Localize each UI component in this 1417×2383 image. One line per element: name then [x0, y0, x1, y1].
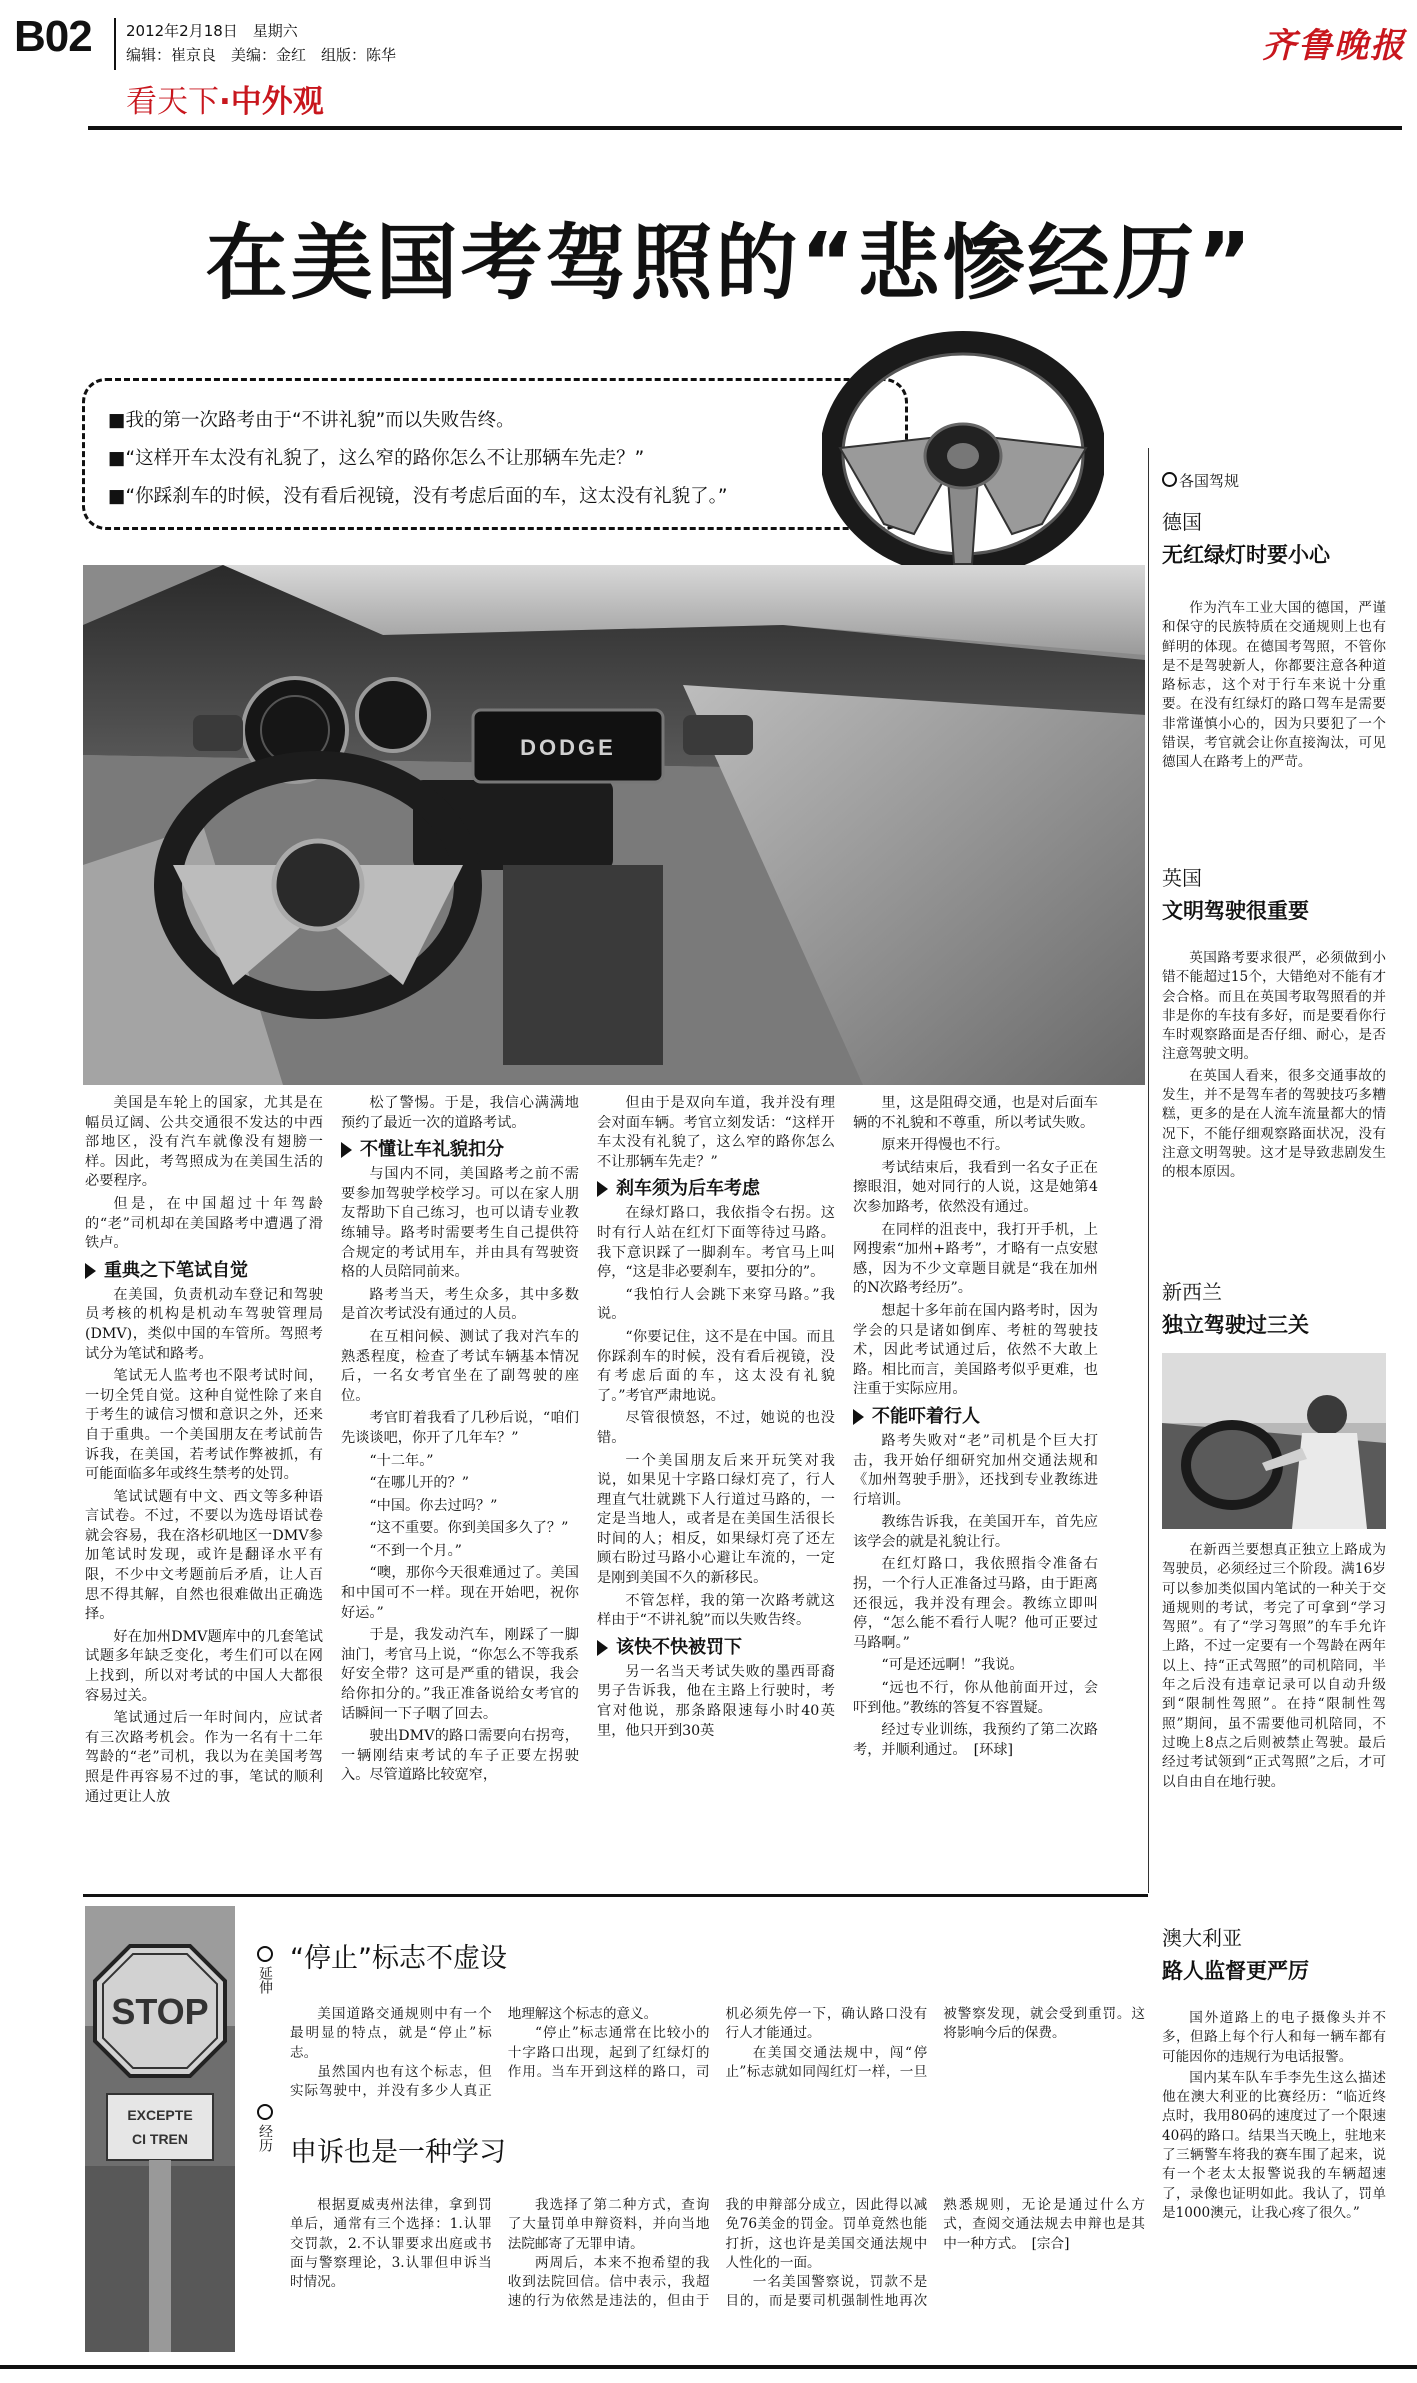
section-sub: 中外观: [230, 84, 324, 120]
label-extension-text: 延伸: [257, 1966, 273, 1994]
article-col-3: [597, 1094, 835, 1744]
label-experience-text: 经历: [257, 2124, 273, 2152]
section-title: 独立驾驶过三关: [1162, 1313, 1309, 1337]
sidebar-section-germany: [1162, 506, 1386, 775]
steering-wheel-icon: [822, 328, 1104, 580]
article-paragraph: 好在加州DMV题库中的几套笔试试题多年缺乏变化，考生们可以在网上找到，所以对考试的中国人大都很容易过关。: [85, 1628, 323, 1704]
sidebar-divider: [1148, 448, 1149, 1893]
section-para: 作为汽车工业大国的德国，严谨和保守的民族特质在交通规则上也有鲜明的体现。在德国考驾照，不管你是不是驾驶新人，你都要注意各种道路标志，这个对于行车来说十分重要。在没有红绿灯的路口驾车是需要非常谨慎小心的，因为只要犯了一个错误，考官就会让你直接淘汰，可见德国人在路考上的严苛。: [1162, 600, 1386, 771]
article-paragraph: 笔试无人监考也不限考试时间，一切全凭自觉。这种自觉性除了来自于考生的诚信习惯和意识之外，还来自于重典。一个美国朋友在考试前告诉我，在美国，若考试作弊被抓，有可能面临多年或终生禁考的处罚。: [85, 1368, 323, 1483]
article-paragraph: 与国内不同，美国路考之前不需要参加驾驶学校学习。可以在家人朋友帮助下自己练习，也可以请专业教练辅导。路考时需要考生自己提供符合规定的考试用车，并由具有驾驶资格的人员陪同前来。: [341, 1166, 579, 1281]
section-para: 在新西兰要想真正独立上路成为驾驶员，必须经过三个阶段。满16岁可以参加类似国内笔试的一种关于交通规则的考试，考完了可拿到“学习驾照”。有了“学习驾照”的车手允许上路，不过一定要有一个驾龄在两年以上、持“正式驾照”的司机陪同，半年之后没有违章记录可以自动升级到“限制性驾照”。在持“限制性驾照”期间，虽不需要他司机陪同，不过晚上8点之后则被禁止驾驶。最后经过考试领到“正式驾照”之后，才可以自由自在地行驶。: [1162, 1542, 1386, 1790]
section-para: 国内某车队车手李先生这么描述他在澳大利亚的比赛经历：“临近终点时，我用80码的速度过了一个限速40码的路口。结果当天晚上，驻地来了三辆警车将我的赛车围了起来，说有一个老太太报警说我的车辆超速了，录像也证明如此。我认了，罚单是1000澳元，让我心疼了很久。”: [1162, 2069, 1386, 2221]
article-paragraph: 笔试通过后一年时间内，应试者有三次路考机会。作为一名有十二年驾龄的“老”司机，我以为在美国考驾照是件再容易不过的事，笔试的顺利通过更让人放: [85, 1710, 323, 1805]
label-circle-icon: [257, 2104, 273, 2120]
subheading-text: 不懂让车礼貌扣分: [360, 1139, 504, 1161]
subheading: [597, 1178, 835, 1200]
article-paragraph: 一个美国朋友后来开玩笑对我说，如果见十字路口绿灯亮了，行人理直气壮就跳下人行道过马路的，一定是当地人，或者是在美国生活很长时间的人；相反，如果绿灯亮了还左顾右盼过马路小心避让车流的，一定是刚到美国不久的新移民。: [597, 1452, 835, 1587]
article-paragraph: 在绿灯路口，我依指令右拐。这时有行人站在红灯下面等待过马路。我下意识踩了一脚刹车。考官马上叫停，“这是非必要刹车，要扣分的”。: [597, 1205, 835, 1281]
subheading: [85, 1260, 323, 1282]
story-para: 美国道路交通规则中有一个最明显的特点，就是“停止”标志。: [290, 2006, 492, 2061]
subheading: [341, 1139, 579, 1161]
footer-rule: [0, 2365, 1417, 2369]
article-paragraph: 路考失败对“老”司机是个巨大打击，我开始仔细研究加州交通法规和《加州驾驶手册》，还找到专业教练进行培训。: [853, 1432, 1098, 1508]
dashboard-photo: [83, 565, 1145, 1085]
subheading-text: 不能吓着行人: [872, 1405, 980, 1427]
editors-line: 编辑：崔京良 美编：金红 组版：陈华: [126, 46, 397, 64]
article-paragraph: 路考当天，考生众多，其中多数是首次考试没有通过的人员。: [341, 1286, 579, 1323]
masthead: [0, 0, 1417, 140]
triangle-bullet-icon: [597, 1640, 608, 1656]
section-dot: ·: [219, 84, 231, 120]
article-paragraph: 尽管很愤怒，不过，她说的也没错。: [597, 1410, 835, 1446]
article-paragraph: “十二年。”: [369, 1452, 434, 1469]
section-title: 文明驾驶很重要: [1162, 899, 1309, 923]
article-paragraph: 另一名当天考试失败的墨西哥裔男子告诉我，他在主路上行驶时，考官对他说，那条路限速每小时40英里，他只开到30英: [597, 1663, 835, 1739]
story-para: “停止”标志通常在比较小的十字路口出现，起到了红绿灯的作用。当车开到这样的路口，司机必须先停一下，确认路口没有行人才能通过。: [507, 2006, 928, 2080]
sidebar-section-newzealand: [1162, 1276, 1386, 1794]
lead-line-2: ■“这样开车太没有礼貌了，这么窄的路你怎么不让那辆车先走？”: [108, 448, 645, 469]
label-circle-icon: [257, 1946, 273, 1962]
story-para: 根据夏威夷州法律，拿到罚单后，通常有三个选择：1.认罪交罚款，2.不认罪要求出庭或书面与警察理论，3.认罪但申诉当时情况。: [290, 2197, 492, 2291]
story-stop-body: [290, 2005, 1145, 2105]
article-col-4: [853, 1094, 1098, 1763]
subheading: [853, 1406, 1098, 1428]
article-paragraph: 想起十多年前在国内路考时，因为学会的只是诸如倒库、考桩的驾驶技术，因此考试通过后，依然不大敢上路。相比而言，美国路考似乎更难，也注重于实际应用。: [853, 1302, 1098, 1398]
article-paragraph: “噢，那你今天很难通过了。美国和中国可不一样。现在开始吧，祝你好运。”: [341, 1565, 579, 1621]
triangle-bullet-icon: [341, 1142, 352, 1158]
country-name: 英国: [1162, 866, 1202, 890]
subheading-text: 刹车须为后车考虑: [616, 1178, 760, 1200]
article-paragraph: 教练告诉我，在美国开车，首先应该学会的就是礼貌让行。: [853, 1514, 1098, 1550]
article-paragraph: 在美国，负责机动车登记和驾驶员考核的机构是机动车驾驶管理局(DMV)，类似中国的车管所。驾照考试分为笔试和路考。: [85, 1286, 323, 1362]
tag-circle-icon: [1162, 472, 1177, 487]
date-line: 2012年2月18日 星期六: [126, 22, 298, 40]
article-col-1: [85, 1094, 323, 1810]
masthead-rule: [88, 126, 1402, 130]
story-para: 虽然国内也有这个标志，但实际驾驶中，并没有多少人真正地理解这个标志的意义。: [290, 2006, 658, 2100]
article-paragraph: 考试结束后，我看到一名女子正在擦眼泪，她对同行的人说，这是她第4次参加路考，依然没有通过。: [853, 1159, 1098, 1215]
headline: 在美国考驾照的“悲惨经历”: [205, 216, 1255, 311]
lead-lines: [108, 402, 727, 516]
article-paragraph: 在红灯路口，我依照指令准备右拐，一个行人正准备过马路，由于距离还很远，我并没有理会。教练立即叫停，“怎么能不看行人呢？他可正要过马路啊。”: [853, 1556, 1098, 1651]
section-name: 看天下: [126, 84, 219, 120]
bottom-box-rule: [83, 1894, 1148, 1897]
article-paragraph: “这不重要。你到美国多久了？”: [369, 1520, 569, 1537]
article-paragraph: 但由于是双向车道，我并没有理会对面车辆。考官立刻发话：“这样开车太没有礼貌了，这么窄的路你怎么不让那辆车先走？”: [597, 1095, 835, 1170]
article-paragraph: 不管怎样，我的第一次路考就这样由于“不讲礼貌”而以失败告终。: [597, 1592, 835, 1629]
article-paragraph: 笔试试题有中文、西文等多种语言试卷。不过，不要以为选母语试卷就会容易，我在洛杉矶地区一DMV参加笔试时发现，或许是翻译水平有限，不少中文考题前后矛盾，让人百思不得其解，自然也很难做出正确选择。: [85, 1488, 323, 1623]
story-para: 我选择了第二种方式，查询了大量罚单申辩资料，并向当地法院邮寄了无罪申请。: [507, 2197, 710, 2252]
section-title: 无红绿灯时要小心: [1162, 543, 1330, 567]
sidebar: [1162, 470, 1386, 2221]
article-paragraph: “我怕行人会跳下来穿马路。”我说。: [597, 1286, 835, 1323]
driver-photo: [1162, 1353, 1386, 1529]
section-title: [126, 76, 324, 121]
article-paragraph: 松了警惕。于是，我信心满满地预约了最近一次的道路考试。: [341, 1095, 579, 1131]
article-paragraph: 但是，在中国超过十年驾龄的“老”司机却在美国路考中遭遇了滑铁卢。: [85, 1195, 323, 1252]
lead-line-3: ■“你踩刹车的时候，没有看后视镜，没有考虑后面的车，这太没有礼貌了。”: [108, 486, 728, 507]
article-paragraph: 原来开得慢也不行。: [881, 1137, 1010, 1154]
sidebar-section-uk: [1162, 862, 1386, 1185]
plaque-line-1: EXCEPTE: [127, 2107, 193, 2123]
sidebar-tag: [1162, 470, 1386, 491]
triangle-bullet-icon: [597, 1181, 608, 1197]
article-paragraph: 经过专业训练，我预约了第二次路考，并顺利通过。 [环球]: [853, 1722, 1098, 1758]
subheading-text: 重典之下笔试自觉: [104, 1259, 248, 1281]
story-appeal-body: [290, 2196, 1145, 2316]
paper-logo: 齐鲁晚报: [1262, 26, 1406, 66]
subheading-text: 该快不快被罚下: [616, 1636, 742, 1658]
stop-sign-photo: [85, 1906, 235, 2352]
section-para: 英国路考要求很严，必须做到小错不能超过15个，大错绝对不能有才会合格。而且在英国考取驾照看的并非是你的车技有多好，而是要看你行车时观察路面是否仔细、耐心，是否注意驾驶文明。: [1162, 950, 1386, 1063]
article-paragraph: “在哪儿开的？”: [369, 1475, 470, 1492]
article-paragraph: 在互相问候、测试了我对汽车的熟悉程度，检查了考试车辆基本情况后，一名女考官坐在了副驾驶的座位。: [341, 1328, 579, 1404]
col4-content: [853, 1094, 1098, 1760]
triangle-bullet-icon: [85, 1263, 96, 1279]
article-paragraph: “中国。你去过吗？”: [369, 1497, 498, 1514]
section-para: 在英国人看来，很多交通事故的发生，并不是驾车者的驾驶技巧多糟糕，更多的是在人流车流量都大的情况下，不能仔细观察路面状况，没有注意文明驾驶。这才是导致悲剧发生的根本原因。: [1162, 1067, 1386, 1181]
dash-logo-text: DODGE: [520, 735, 616, 760]
country-name: 德国: [1162, 510, 1202, 534]
article-paragraph: “不到一个月。”: [369, 1542, 462, 1559]
plaque-line-2: CI TREN: [132, 2131, 188, 2147]
label-extension: [252, 1946, 278, 1994]
col2-content: [341, 1094, 579, 1786]
page-number: B02: [14, 12, 92, 61]
story-para: 在美国交通法规中，闯“停止”标志就如同闯红灯一样，一旦被警察发现，就会受到重罚。这将影响今后的保费。: [725, 2006, 1145, 2080]
country-name: 新西兰: [1162, 1280, 1222, 1304]
sidebar-tag-text: 各国驾规: [1179, 472, 1240, 490]
section-para: 国外道路上的电子摄像头并不多，但路上每个行人和每一辆车都有可能因你的违规行为电话报警。: [1162, 2010, 1386, 2065]
article-paragraph: 里，这是阻碍交通，也是对后面车辆的不礼貌和不尊重，所以考试失败。: [853, 1095, 1098, 1131]
triangle-bullet-icon: [853, 1409, 864, 1425]
article-paragraph: “可是还远啊！”我说。: [881, 1657, 1024, 1674]
article-paragraph: 美国是车轮上的国家，尤其是在幅员辽阔、公共交通很不发达的中西部地区，没有汽车就像没有翅膀一样。因此，考驾照成为在美国生活的必要程序。: [85, 1095, 323, 1190]
article-paragraph: 于是，我发动汽车，刚踩了一脚油门，考官马上说，“你怎么不等我系好安全带？这可是严重的错误，我会给你扣分的。”我正准备说给女考官的话瞬间一下子咽了回去。: [341, 1627, 579, 1722]
article-paragraph: 在同样的沮丧中，我打开手机，上网搜索“加州+路考”，才略有一点安慰感，因为不少文章题目就是“我在加州的N次路考经历”。: [853, 1221, 1098, 1297]
country-name: 澳大利亚: [1162, 1926, 1242, 1950]
col3-content: [597, 1094, 835, 1741]
lead-line-1: ■我的第一次路考由于“不讲礼貌”而以失败告终。: [108, 410, 515, 431]
sidebar-section-australia: [1162, 1922, 1386, 2225]
stop-sign-text: STOP: [111, 1991, 209, 2032]
article-paragraph: 驶出DMV的路口需要向右拐弯，一辆刚结束考试的车子正要左拐驶入。尽管道路比较宽窄，: [341, 1728, 579, 1784]
article-paragraph: “远也不行，你从他前面开过，会吓到他。”教练的答复不容置疑。: [853, 1680, 1098, 1716]
label-experience: [252, 2104, 278, 2152]
article-paragraph: “你要记住，这不是在中国。而且你踩刹车的时候，没有看后视镜，没有考虑后面的车，这太没有礼貌了。”考官严肃地说。: [597, 1328, 835, 1404]
article-paragraph: 考官盯着我看了几秒后说，“咱们先谈谈吧，你开了几年车？”: [341, 1410, 579, 1446]
story-para: 一名美国警察说，罚款不是目的，而是要司机强制性地再次熟悉规则，无论是通过什么方式，查阅交通法规去申辩也是其中一种方式。 [宗合]: [725, 2197, 1145, 2310]
article-col-2: [341, 1094, 579, 1789]
subheading: [597, 1637, 835, 1659]
masthead-divider: [114, 18, 116, 70]
story-appeal-title: 申诉也是一种学习: [290, 2137, 506, 2168]
section-title: 路人监督更严厉: [1162, 1959, 1309, 1983]
story-stop-title: “停止”标志不虚设: [290, 1943, 507, 1974]
story-para: 两周后，本来不抱希望的我收到法院回信。信中表示，我超速的行为依然是违法的，但由于我的申辩部分成立，因此得以减免76美金的罚金。罚单竟然也能打折，这也许是美国交通法规中人性化的一面。: [507, 2197, 928, 2310]
col1-content: [85, 1094, 323, 1807]
